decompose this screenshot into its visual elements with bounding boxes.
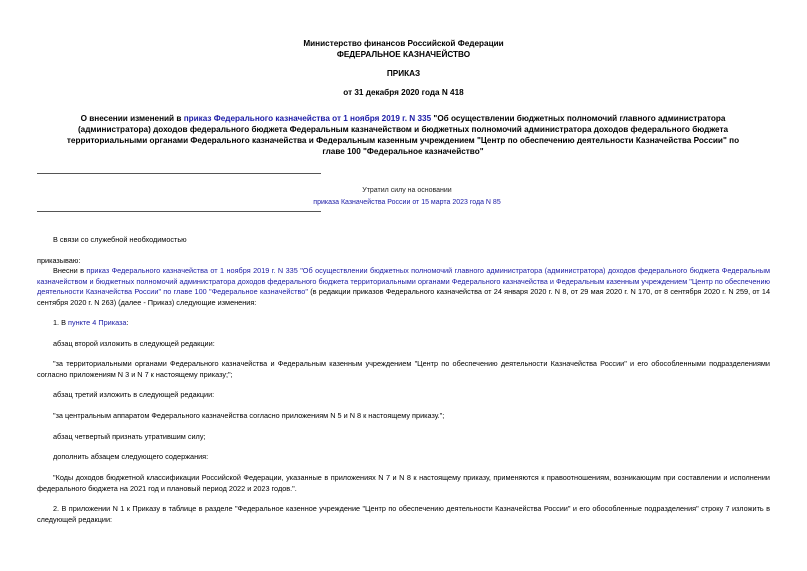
paragraph-amendments xyxy=(37,266,770,308)
paragraph-item-2: 2. В приложении N 1 к Приказу в таблице в разделе "Федеральное казенное учреждение "Центр по обеспечению деятельности Казначейства России" и его обособленные подразделения" строку 7 изложить в следующей редакции: xyxy=(37,504,770,524)
order-link[interactable]: приказ Федерального казначейства от 1 ноября 2019 г. N 335 xyxy=(86,266,298,275)
paragraph: абзац четвертый признать утратившим силу; xyxy=(53,432,206,441)
paragraph-quote: "за территориальными органами Федерального казначейства и Федеральным казенным учреждением "Центр по обеспечению деятельности Казначейства России" и его обособленными подразделениями согласно приложениям N 3 и N 7 к настоящему приказу;"; xyxy=(37,359,770,379)
ministry-name: Министерство финансов Российской Федерации xyxy=(303,39,504,48)
order-title-link[interactable]: "Об осуществлении бюджетных полномочий главного администратора (администратора) доходов федерального бюджета Федеральным казначейством и бюджетных полномочий администратора доходов федерального бюджета территориальными органами Федерального казначейства и Федеральным казенным учреждением "Центр по обеспечению деятельности Казначейства России" по главе 100 "Федеральное казначейство" xyxy=(37,266,771,296)
document-type: ПРИКАЗ xyxy=(386,69,421,78)
paragraph-quote: "за центральным аппаратом Федерального казначейства согласно приложениям N 5 и N 8 к настоящему приказу."; xyxy=(53,411,445,420)
text: Внесни в xyxy=(53,266,87,275)
paragraph-item-1 xyxy=(37,318,770,329)
title-rest: "Об осуществлении бюджетных полномочий главного администратора (администратора) доходов федерального бюджета Федеральным казначейством и бюджетных полномочий администратора доходов федерального бюджета территориальными органами Федерального казначейства и Федеральным казенным учреждением "Центр по обеспечению деятельности Казначейства России" по главе 100 "Федеральное казначейство" xyxy=(66,114,740,156)
void-notice-text: Утратил силу на основании xyxy=(362,187,452,194)
text: (в редакции приказов Федерального казначейства от 24 января 2020 г. N 8, от 29 мая 2020 г. N 170, от 8 сентября 2020 г. N 259, от 14 сентября 2020 г. N 263) (далее - Приказ) следующие изменения: xyxy=(37,287,771,307)
title-prefix: О внесении изменений в xyxy=(80,114,184,123)
paragraph: приказываю: xyxy=(37,256,81,265)
paragraph: абзац третий изложить в следующей редакции: xyxy=(53,390,215,399)
divider-bottom xyxy=(37,211,321,212)
void-notice xyxy=(285,185,529,208)
text: : xyxy=(126,318,129,327)
document-title xyxy=(58,113,748,157)
paragraph: В связи со служебной необходимостью xyxy=(53,235,187,244)
divider-top xyxy=(37,173,321,174)
paragraph: абзац второй изложить в следующей редакции: xyxy=(53,339,215,348)
paragraph: дополнить абзацем следующего содержания: xyxy=(53,452,209,461)
paragraph-quote: "Коды доходов бюджетной классификации Российской Федерации, указанные в приложениях N 7 и N 8 к настоящему приказу, применяются к правоотношениям, возникающим при составлении и исполнении федерального бюджета на 2021 год и плановый период 2022 и 2023 годов.". xyxy=(37,473,770,493)
title-order-link[interactable]: приказ Федерального казначейства от 1 ноября 2019 г. N 335 xyxy=(183,114,432,123)
agency-name: ФЕДЕРАЛЬНОЕ КАЗНАЧЕЙСТВО xyxy=(336,50,471,59)
document-date-number: от 31 декабря 2020 года N 418 xyxy=(343,88,464,97)
clause-link[interactable]: пункте 4 Приказа xyxy=(68,318,127,327)
text: 1. В xyxy=(53,318,69,327)
void-notice-link[interactable]: приказа Казначейства России от 15 марта 2023 года N 85 xyxy=(313,199,501,206)
document-header xyxy=(0,38,807,60)
